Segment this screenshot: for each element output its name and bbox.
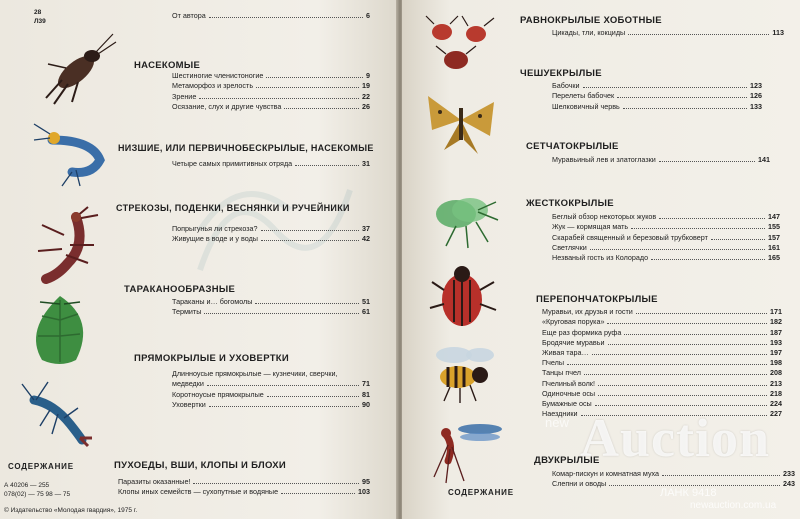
toc-group-dragonflies xyxy=(172,223,370,243)
contents-label-right: СОДЕРЖАНИЕ xyxy=(448,488,514,497)
colorado-beetle-illustration xyxy=(428,260,498,335)
section-title-apterygota: НИЗШИЕ, ИЛИ ПЕРВИЧНОБЕСКРЫЛЫЕ, НАСЕКОМЫЕ xyxy=(118,143,374,153)
toc-group-lice xyxy=(118,476,370,496)
auction-watermark xyxy=(540,405,800,519)
toc-entry[interactable]: Светлячки 161 xyxy=(552,242,780,252)
toc-entry[interactable]: Муравьи, их друзья и гости 171 xyxy=(542,307,782,317)
toc-entry[interactable]: Жук — кормящая мать 155 xyxy=(552,222,780,232)
toc-group-homoptera xyxy=(552,27,784,37)
section-title-orthoptera: ПРЯМОКРЫЛЫЕ И УХОВЕРТКИ xyxy=(134,353,290,364)
section-title-neuroptera: СЕТЧАТОКРЫЛЫЕ xyxy=(526,141,619,152)
intro-entry[interactable]: От автора 6 xyxy=(172,11,370,21)
toc-entry[interactable]: Уховертки 90 xyxy=(172,399,370,409)
toc-entry[interactable]: Зрение 22 xyxy=(172,91,370,101)
section-title-lice: ПУХОЕДЫ, ВШИ, КЛОПЫ И БЛОХИ xyxy=(114,460,287,471)
toc-entry[interactable]: Незваный гость из Колорадо 165 xyxy=(552,252,780,262)
toc-entry[interactable]: Комар-пискун и комнатная муха 233 xyxy=(552,469,795,479)
toc-entry[interactable]: Четыре самых примитивных отряда 31 xyxy=(172,159,370,169)
toc-entry[interactable]: Бродячие муравьи 193 xyxy=(542,337,782,347)
toc-entry[interactable]: Бабочки 123 xyxy=(552,81,762,91)
contents-label: СОДЕРЖАНИЕ xyxy=(8,462,74,471)
toc-entry[interactable]: Коротноусые прямокрылые 81 xyxy=(172,389,370,399)
toc-entry[interactable]: «Круговая порука» 182 xyxy=(542,317,782,327)
toc-group-insects xyxy=(172,70,370,111)
lacewing-illustration xyxy=(426,180,501,255)
toc-group-cockroaches xyxy=(172,296,370,316)
toc-entry[interactable]: Наездники 227 xyxy=(542,409,782,419)
cricket-illustration xyxy=(38,28,118,108)
crane-fly-illustration xyxy=(428,415,503,485)
toc-entry[interactable]: Тараканы и… богомолы 51 xyxy=(172,297,370,307)
toc-group-neuroptera xyxy=(552,154,770,164)
toc-group-orthoptera xyxy=(172,368,370,409)
section-title-homoptera: РАВНОКРЫЛЫЕ ХОБОТНЫЕ xyxy=(520,15,662,26)
toc-entry[interactable]: Скарабей священный и березовый трубковерт 157 xyxy=(552,232,780,242)
toc-entry[interactable]: Осязание, слух и другие чувства 26 xyxy=(172,101,370,111)
toc-entry[interactable]: Живущие в воде и у воды 42 xyxy=(172,234,370,244)
toc-entry[interactable]: Длинноусые прямокрылые — кузнечики, сверчки, xyxy=(172,369,338,379)
left-page xyxy=(0,0,398,519)
toc-entry[interactable]: Попрыгунья ли стрекоза? 37 xyxy=(172,224,370,234)
toc-entry[interactable]: Перелеты бабочек 126 xyxy=(552,91,762,101)
section-title-cockroaches: ТАРАКАНООБРАЗНЫЕ xyxy=(124,284,236,295)
toc-entry[interactable]: Клопы иных семейств — сухопутные и водяные 103 xyxy=(118,487,370,497)
bee-illustration xyxy=(424,345,499,405)
moth-illustration xyxy=(424,90,499,160)
toc-entry[interactable]: медведки 71 xyxy=(172,379,370,389)
watermark-id: ЛАНК 9418 xyxy=(660,487,717,499)
corner-code-1: 28 xyxy=(34,9,42,16)
toc-group-lepidoptera xyxy=(552,80,762,111)
section-title-lepidoptera: ЧЕШУЕКРЫЛЫЕ xyxy=(520,68,602,79)
section-title-hymenoptera: ПЕРЕПОНЧАТОКРЫЛЫЕ xyxy=(536,294,658,305)
toc-entry[interactable]: Слепни и оводы 243 xyxy=(552,479,795,489)
toc-group-apterygota xyxy=(172,158,370,168)
mayfly-larva-illustration xyxy=(28,205,108,285)
toc-entry[interactable]: Бумажные осы 224 xyxy=(542,398,782,408)
toc-entry[interactable]: Пчелиный волк! 213 xyxy=(542,378,782,388)
catalog-code-1: А 40206 — 255 xyxy=(4,482,50,489)
section-title-insects: НАСЕКОМЫЕ xyxy=(134,60,201,71)
toc-entry[interactable]: Шелковичный червь 133 xyxy=(552,101,762,111)
toc-entry[interactable]: Шестиногие членистоногие 9 xyxy=(172,71,370,81)
watermark-url: newauction.com.ua xyxy=(690,500,777,511)
toc-entry[interactable]: Беглый обзор некоторых жуков 147 xyxy=(552,212,780,222)
cicada-bugs-illustration xyxy=(424,14,499,79)
toc-entry[interactable]: Пчелы 198 xyxy=(542,358,782,368)
silverfish-illustration xyxy=(32,120,112,190)
section-title-dragonflies: СТРЕКОЗЫ, ПОДЕНКИ, ВЕСНЯНКИ И РУЧЕЙНИКИ xyxy=(116,203,350,213)
section-title-coleoptera: ЖЕСТКОКРЫЛЫЕ xyxy=(526,198,614,209)
toc-entry[interactable]: Одиночные осы 218 xyxy=(542,388,782,398)
toc-entry[interactable]: Метаморфоз и зрелость 19 xyxy=(172,81,370,91)
leaf-insect-illustration xyxy=(20,290,100,370)
toc-entry[interactable]: Муравьиный лев и златоглазки 141 xyxy=(552,155,770,165)
toc-entry[interactable]: Цикады, тли, кокциды 113 xyxy=(552,28,784,38)
corner-code-2: Л39 xyxy=(34,18,46,25)
toc-entry[interactable]: Термиты 61 xyxy=(172,307,370,317)
catalog-code-2: 078(02) — 75 98 — 75 xyxy=(4,491,71,498)
watermark-prefix: new xyxy=(545,415,569,430)
earwig-illustration xyxy=(18,378,98,448)
toc-group-hymenoptera xyxy=(542,306,782,418)
section-title-diptera: ДВУКРЫЛЫЕ xyxy=(534,455,600,466)
toc-entry[interactable]: Еще раз формика руфа 187 xyxy=(542,327,782,337)
toc-entry[interactable]: Живая тара… 197 xyxy=(542,347,782,357)
toc-entry[interactable]: Танцы пчел 208 xyxy=(542,368,782,378)
publisher-line: © Издательство «Молодая гвардия», 1975 г. xyxy=(4,507,138,514)
toc-entry[interactable]: Паразиты оказанные! 95 xyxy=(118,477,370,487)
watermark-brand: Auction xyxy=(580,408,771,468)
toc-group-coleoptera xyxy=(552,211,780,262)
